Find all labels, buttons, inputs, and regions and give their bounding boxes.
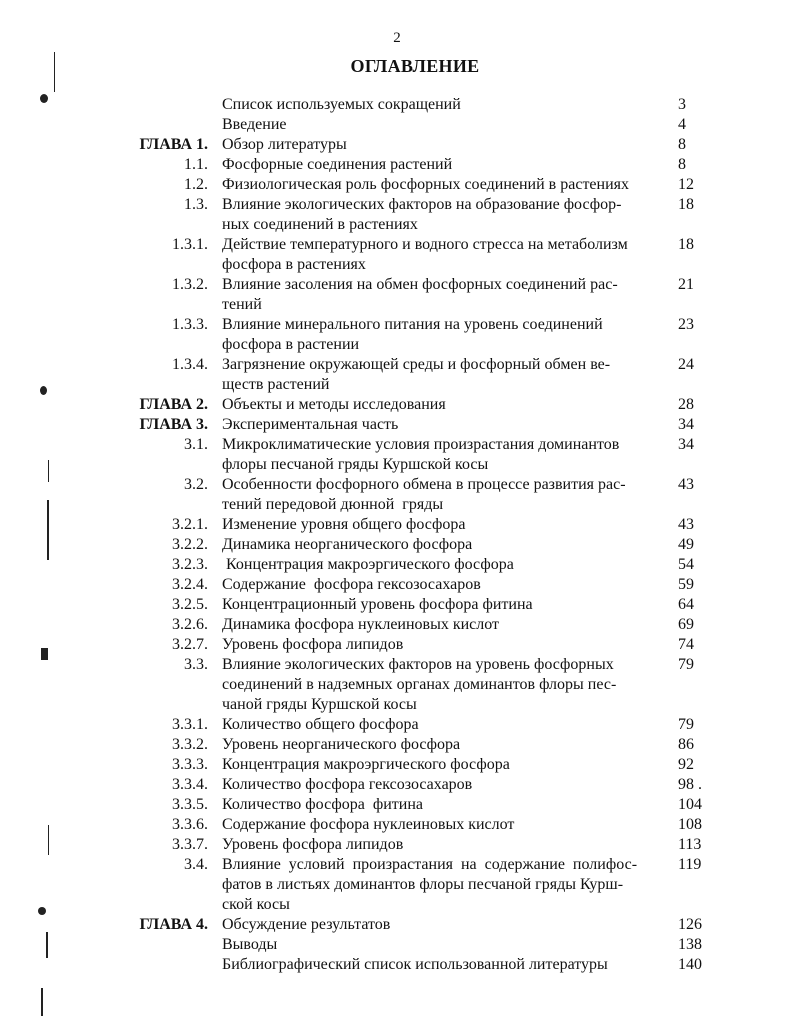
- scan-artifact: [40, 386, 47, 395]
- toc-entry-number: 3.3.1.: [172, 716, 208, 733]
- toc-entry-page: 21: [678, 276, 694, 293]
- page-number: 2: [393, 30, 401, 46]
- toc-entry-page: 3: [678, 96, 686, 113]
- scan-artifact: [54, 52, 55, 92]
- toc-entry-title: Количество общего фосфора: [222, 716, 419, 733]
- toc-entry-title: Динамика фосфора нуклеиновых кислот: [222, 616, 500, 633]
- toc-entry-page: 69: [678, 616, 694, 633]
- toc-entry-title: Уровень фосфора липидов: [222, 636, 404, 653]
- toc-entry-number: 1.3.: [184, 196, 208, 213]
- scan-artifact: [46, 932, 48, 958]
- toc-entry-title: Концентрационный уровень фосфора фитина: [222, 596, 533, 613]
- toc-entry-title: Действие температурного и водного стресса на метаболизм: [222, 236, 628, 253]
- toc-entry: [0, 315, 794, 335]
- toc-entry-number: 3.3.2.: [172, 736, 208, 753]
- toc-entry-page: 23: [678, 316, 694, 333]
- toc-entry-title: Количество фосфора фитина: [222, 796, 423, 813]
- toc-entry-title: Особенности фосфорного обмена в процессе развития рас-: [222, 476, 626, 493]
- toc-entry: [0, 555, 794, 575]
- toc-entry: [0, 415, 794, 435]
- toc-entry-continuation: [0, 675, 794, 695]
- toc-entry: [0, 155, 794, 175]
- toc-entry-number: 3.3.3.: [172, 756, 208, 773]
- toc-entry-page: 92: [678, 756, 694, 773]
- toc-entry-page: 138: [678, 936, 702, 953]
- toc-entry-title: чаной гряды Куршской косы: [222, 696, 417, 713]
- page-title: ОГЛАВЛЕНИЕ: [350, 56, 480, 76]
- toc-entry-title: Фосфорные соединения растений: [222, 156, 453, 173]
- toc-entry: [0, 355, 794, 375]
- toc-entry: [0, 735, 794, 755]
- toc-entry: [0, 395, 794, 415]
- toc-entry-title: Уровень неорганического фосфора: [222, 736, 461, 753]
- toc-entry-page: 108: [678, 816, 702, 833]
- scan-artifact: [48, 825, 49, 855]
- toc-entry-number: 3.2.5.: [172, 596, 208, 613]
- toc-entry-title: Библиографический список использованной литературы: [222, 956, 608, 973]
- toc-entry-number: 3.2.6.: [172, 616, 208, 633]
- toc-entry-number: 1.3.1.: [172, 236, 208, 253]
- toc-entry: [0, 575, 794, 595]
- toc-entry-number: 3.3.4.: [172, 776, 208, 793]
- toc-entry-continuation: [0, 455, 794, 475]
- toc-entry-title: Динамика неорганического фосфора: [222, 536, 473, 553]
- toc-entry-page: 43: [678, 476, 694, 493]
- toc-entry-page: 113: [678, 836, 702, 853]
- toc-entry: [0, 615, 794, 635]
- toc-entry-number: 3.2.1.: [172, 516, 208, 533]
- toc-entry: [0, 755, 794, 775]
- toc-entry-number: 3.3.: [184, 656, 208, 673]
- toc-entry-continuation: [0, 695, 794, 715]
- toc-entry: [0, 955, 794, 975]
- toc-entry-title: Экспериментальная часть: [222, 416, 399, 433]
- toc-entry-title: Уровень фосфора липидов: [222, 836, 404, 853]
- toc-entry-title: Влияние экологических факторов на уровень фосфорных: [222, 656, 614, 673]
- toc-entry-page: 43: [678, 516, 694, 533]
- toc-entry-number: 3.3.5.: [172, 796, 208, 813]
- toc-entry-number: 1.1.: [184, 156, 208, 173]
- toc-entry-title: тений: [222, 296, 262, 313]
- toc-entry-number: 3.4.: [184, 856, 208, 873]
- toc-entry: [0, 635, 794, 655]
- toc-entry-title: Введение: [222, 116, 287, 133]
- toc-entry-page: 104: [678, 796, 702, 813]
- toc-entry: [0, 235, 794, 255]
- toc-entry: [0, 435, 794, 455]
- toc-entry: [0, 475, 794, 495]
- toc-entry: [0, 915, 794, 935]
- toc-entry-number: 1.2.: [184, 176, 208, 193]
- toc-entry-number: 1.3.3.: [172, 316, 208, 333]
- scan-artifact: [48, 460, 49, 482]
- toc-entry-number: 3.2.: [184, 476, 208, 493]
- toc-entry-page: 34: [678, 436, 694, 453]
- toc-entry-page: 8: [678, 156, 686, 173]
- toc-entry: [0, 715, 794, 735]
- toc-entry-continuation: [0, 875, 794, 895]
- toc-entry-continuation: [0, 375, 794, 395]
- toc-entry-continuation: [0, 295, 794, 315]
- toc-entry-title: Влияние условий произрастания на содержание полифос-: [222, 856, 638, 873]
- toc-entry-number: ГЛАВА 4.: [139, 916, 208, 933]
- toc-entry-title: Влияние засоления на обмен фосфорных соединений рас-: [222, 276, 618, 293]
- toc-entry-page: 140: [678, 956, 702, 973]
- table-of-contents: [0, 95, 794, 975]
- toc-entry-title: Влияние минерального питания на уровень соединений: [222, 316, 603, 333]
- scan-artifact: [47, 500, 49, 560]
- toc-entry-page: 18: [678, 236, 694, 253]
- toc-entry: [0, 795, 794, 815]
- toc-entry: [0, 275, 794, 295]
- scan-artifact: [41, 988, 43, 1016]
- toc-entry-number: ГЛАВА 3.: [139, 416, 208, 433]
- toc-entry-continuation: [0, 335, 794, 355]
- toc-entry-title: Влияние экологических факторов на образование фосфор-: [222, 196, 622, 213]
- toc-entry-page: 8: [678, 136, 686, 153]
- toc-entry: [0, 175, 794, 195]
- toc-entry-title: Объекты и методы исследования: [222, 396, 446, 413]
- toc-entry: [0, 935, 794, 955]
- toc-entry-title: Концентрация макроэргического фосфора: [222, 556, 514, 573]
- toc-entry: [0, 195, 794, 215]
- toc-entry: [0, 815, 794, 835]
- toc-entry-number: ГЛАВА 1.: [139, 136, 208, 153]
- scan-artifact: [41, 648, 48, 660]
- toc-entry-page: 79: [678, 716, 694, 733]
- scan-artifact: [38, 907, 46, 915]
- toc-entry-number: 1.3.2.: [172, 276, 208, 293]
- scan-artifact: [40, 94, 48, 103]
- toc-entry-title: тений передовой дюнной гряды: [222, 496, 444, 513]
- toc-entry-title: Обзор литературы: [222, 136, 347, 153]
- toc-entry-number: 3.2.7.: [172, 636, 208, 653]
- toc-entry-title: фосфора в растениях: [222, 256, 366, 273]
- toc-entry: [0, 95, 794, 115]
- toc-entry-title: Обсуждение результатов: [222, 916, 391, 933]
- toc-entry-continuation: [0, 215, 794, 235]
- toc-entry-title: фатов в листьях доминантов флоры песчаной гряды Курш-: [222, 876, 624, 893]
- toc-entry-number: 3.2.4.: [172, 576, 208, 593]
- toc-entry-page: 24: [678, 356, 694, 373]
- toc-entry: [0, 595, 794, 615]
- toc-entry-title: флоры песчаной гряды Куршской косы: [222, 456, 489, 473]
- toc-entry-page: 18: [678, 196, 694, 213]
- toc-entry-title: Физиологическая роль фосфорных соединений в растениях: [222, 176, 630, 193]
- toc-entry-page: 74: [678, 636, 694, 653]
- toc-entry-page: 28: [678, 396, 694, 413]
- toc-entry-number: 3.2.2.: [172, 536, 208, 553]
- toc-entry: [0, 135, 794, 155]
- toc-entry: [0, 515, 794, 535]
- toc-entry-page: 86: [678, 736, 694, 753]
- toc-entry-title: фосфора в растении: [222, 336, 360, 353]
- toc-entry-number: 1.3.4.: [172, 356, 208, 373]
- toc-entry-page: 34: [678, 416, 694, 433]
- toc-entry-title: Содержание фосфора гексозосахаров: [222, 576, 481, 593]
- toc-entry-number: 3.1.: [184, 436, 208, 453]
- toc-entry-title: Изменение уровня общего фосфора: [222, 516, 466, 533]
- toc-entry: [0, 535, 794, 555]
- toc-entry-page: 79: [678, 656, 694, 673]
- toc-entry-number: 3.3.6.: [172, 816, 208, 833]
- toc-entry-number: 3.2.3.: [172, 556, 208, 573]
- toc-entry-title: ных соединений в растениях: [222, 216, 418, 233]
- toc-entry-number: 3.3.7.: [172, 836, 208, 853]
- toc-entry-page: 126: [678, 916, 702, 933]
- toc-entry-page: 49: [678, 536, 694, 553]
- toc-entry-title: ской косы: [222, 896, 290, 913]
- toc-entry-page: 64: [678, 596, 694, 613]
- toc-entry-title: Количество фосфора гексозосахаров: [222, 776, 473, 793]
- toc-entry: [0, 655, 794, 675]
- toc-entry-continuation: [0, 895, 794, 915]
- toc-entry-page: 12: [678, 176, 694, 193]
- toc-entry-title: Микроклиматические условия произрастания доминантов: [222, 436, 620, 453]
- toc-entry-continuation: [0, 255, 794, 275]
- toc-entry-title: Содержание фосфора нуклеиновых кислот: [222, 816, 515, 833]
- toc-entry: [0, 835, 794, 855]
- toc-entry-page: 54: [678, 556, 694, 573]
- toc-entry-page: 98 .: [678, 776, 702, 793]
- toc-entry-number: ГЛАВА 2.: [139, 396, 208, 413]
- toc-entry-page: 59: [678, 576, 694, 593]
- toc-entry-continuation: [0, 495, 794, 515]
- toc-entry-title: ществ растений: [222, 376, 330, 393]
- toc-entry-title: Выводы: [222, 936, 278, 953]
- toc-entry: [0, 775, 794, 795]
- toc-entry-page: 4: [678, 116, 686, 133]
- toc-entry-title: соединений в надземных органах доминантов флоры пес-: [222, 676, 617, 693]
- toc-entry: [0, 855, 794, 875]
- toc-entry-page: 119: [678, 856, 702, 873]
- toc-entry-title: Список используемых сокращений: [222, 96, 461, 113]
- toc-entry-title: Концентрация макроэргического фосфора: [222, 756, 510, 773]
- toc-entry-title: Загрязнение окружающей среды и фосфорный обмен ве-: [222, 356, 611, 373]
- toc-entry: [0, 115, 794, 135]
